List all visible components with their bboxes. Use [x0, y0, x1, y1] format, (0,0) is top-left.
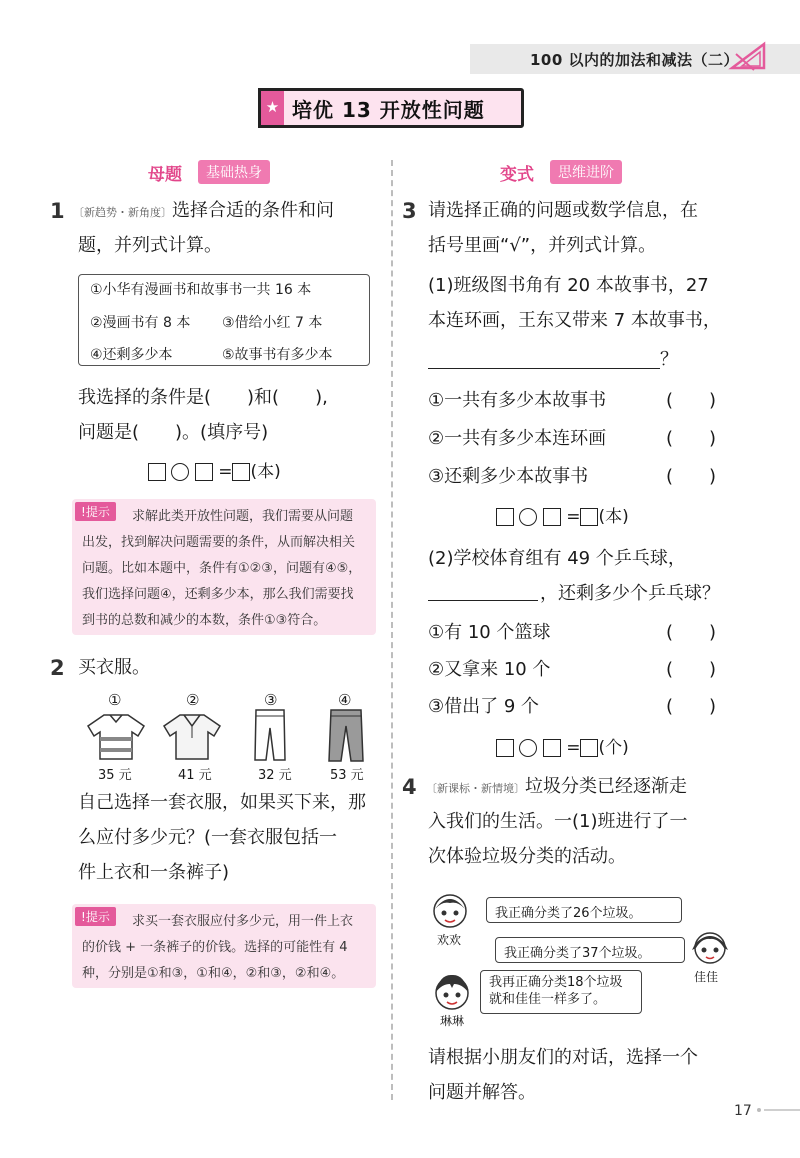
column-divider: [391, 160, 393, 1100]
girl-linlin-avatar: [432, 972, 472, 1012]
girl-jiajia-avatar: [692, 930, 728, 966]
condition-2: ②漫画书有 8 本: [90, 315, 191, 331]
q3-equation-1: = (本): [496, 502, 629, 527]
q1-tag: 〔新趋势・新角度〕: [73, 206, 172, 219]
section-head-left: 母题: [148, 165, 182, 185]
page-title: 培优 13 开放性问题: [292, 98, 485, 122]
q3-equation-2: = (个): [496, 733, 629, 758]
striped-shirt-icon: [86, 712, 146, 762]
chapter-title: 100 以内的加法和减法（二）: [530, 51, 740, 69]
blank-box[interactable]: [232, 463, 250, 481]
q3-unit-1: (本): [598, 507, 629, 527]
q2-text-line: 么应付多少元？(一套衣服包括一: [78, 827, 338, 848]
q4-ask-line: 请根据小朋友们的对话，选择一个: [428, 1047, 698, 1068]
page-number: 17: [734, 1103, 752, 1119]
exclamation-icon: !: [81, 910, 86, 924]
condition-5: ⑤故事书有多少本: [222, 347, 333, 363]
exclamation-icon: !: [81, 505, 86, 519]
clothing-label-1: ①: [108, 691, 122, 709]
tip2-line: 的价钱 + 一条裤子的价钱。选择的可能性有 4: [82, 940, 348, 955]
tip1-line: 求解此类开放性问题，我们需要从问题: [132, 509, 354, 524]
q2-title: 买衣服。: [78, 657, 150, 678]
tip1-line: 问题。比如本题中，条件有①②③，问题有④⑤，: [82, 561, 362, 576]
clothing-label-3: ③: [264, 691, 278, 709]
title-star-badge: [258, 88, 284, 128]
blank-box[interactable]: [543, 508, 561, 526]
page-line: [764, 1109, 800, 1111]
q1-answer-line1: 我选择的条件是( )和( ),: [78, 387, 328, 408]
q4-text-line1: [426, 769, 687, 806]
tip-badge-2: [75, 907, 116, 926]
question-number: 3: [402, 199, 417, 223]
star-icon: ★: [265, 98, 280, 116]
q1-text-line1: [73, 193, 334, 230]
answer-paren[interactable]: ( ): [666, 390, 717, 411]
section-head-right: 变式: [500, 165, 534, 185]
q3-answer-blank[interactable]: [428, 368, 660, 369]
blank-box[interactable]: [496, 508, 514, 526]
blank-box[interactable]: [580, 739, 598, 757]
q3-p2-blank[interactable]: [428, 600, 538, 601]
speech-bubble-3: [480, 970, 642, 1014]
q3-option-4: ①有 10 个篮球: [428, 622, 551, 643]
answer-paren[interactable]: ( ): [666, 696, 717, 717]
q3-question-mark: ？: [660, 349, 678, 370]
q4-text-line: 入我们的生活。一(1)班进行了一: [428, 811, 688, 832]
price-label-1: 35 元: [98, 768, 132, 783]
condition-3: ③借给小红 7 本: [222, 315, 323, 331]
operator-circle[interactable]: [171, 463, 189, 481]
q1-text-a: 选择合适的条件和问: [172, 200, 334, 221]
tip2-line: 种，分别是①和③，①和④，②和③，②和④。: [82, 966, 345, 981]
q1-unit: (本): [250, 462, 281, 482]
answer-paren[interactable]: ( ): [666, 622, 717, 643]
price-label-4: 53 元: [330, 768, 364, 783]
price-label-3: 32 元: [258, 768, 292, 783]
q4-text-a: 垃圾分类已经逐渐走: [525, 776, 687, 797]
bubble-3-line: 我再正确分类18个垃圾: [489, 975, 623, 990]
speech-bubble-2: 我正确分类了37个垃圾。: [495, 937, 685, 963]
tip1-line: 我们选择问题④，还剩多少本，那么我们需要找: [82, 587, 354, 602]
answer-paren[interactable]: ( ): [666, 659, 717, 680]
blank-box[interactable]: [195, 463, 213, 481]
name-huanhuan: 欢欢: [437, 933, 462, 947]
q4-ask-line: 问题并解答。: [428, 1082, 536, 1103]
q4-tag: 〔新课标・新情境〕: [426, 782, 525, 795]
q2-text-line: 自己选择一套衣服，如果买下来，那: [78, 792, 366, 813]
condition-1: ①小华有漫画书和故事书一共 16 本: [90, 282, 312, 298]
tip1-line: 到书的总数和减少的本数，条件①③符合。: [82, 613, 327, 628]
operator-circle[interactable]: [519, 508, 537, 526]
q1-answer-line2: 问题是( )。(填序号): [78, 422, 269, 443]
clothing-label-4: ④: [338, 691, 352, 709]
q3-p1-line: (1)班级图书角有 20 本故事书，27: [428, 275, 709, 296]
condition-4: ④还剩多少本: [90, 347, 173, 363]
name-linlin: 琳琳: [440, 1014, 465, 1028]
question-number: 2: [50, 656, 65, 680]
q3-intro-line: 括号里画“√”，并列式计算。: [428, 235, 657, 256]
q3-p2-line: (2)学校体育组有 49 个乒乓球，: [428, 548, 686, 569]
operator-circle[interactable]: [519, 739, 537, 757]
q3-p2-line: ，还剩多少个乒乓球？: [540, 583, 720, 604]
polo-shirt-icon: [162, 712, 222, 762]
q3-option-3: ③还剩多少本故事书: [428, 466, 589, 487]
speech-bubble-1: 我正确分类了26个垃圾。: [486, 897, 682, 923]
blank-box[interactable]: [543, 739, 561, 757]
question-number: 4: [402, 775, 417, 799]
q3-option-5: ②又拿来 10 个: [428, 659, 551, 680]
q2-text-line: 件上衣和一条裤子): [78, 862, 230, 883]
tip-badge-1: [75, 502, 116, 521]
tip1-line: 出发，找到解决问题需要的条件，从而解决相关: [82, 535, 356, 550]
q3-intro-line: 请选择正确的问题或数学信息，在: [428, 200, 698, 221]
bubble-3-line: 就和佳佳一样多了。: [489, 992, 607, 1007]
blank-box[interactable]: [580, 508, 598, 526]
q1-equation: = (本): [148, 457, 281, 482]
q1-text-line2: 题，并列式计算。: [78, 235, 222, 256]
question-number: 1: [50, 199, 65, 223]
clothing-label-2: ②: [186, 691, 200, 709]
price-label-2: 41 元: [178, 768, 212, 783]
section-tag-left: 基础热身: [198, 160, 270, 184]
tip-badge-label: 提示: [85, 910, 110, 924]
ruler-triangle-icon: [728, 40, 768, 72]
answer-paren[interactable]: ( ): [666, 466, 717, 487]
section-tag-right: 思维进阶: [550, 160, 622, 184]
answer-paren[interactable]: ( ): [666, 428, 717, 449]
q3-option-2: ②一共有多少本连环画: [428, 428, 607, 449]
q3-p1-line: 本连环画，王东又带来 7 本故事书，: [428, 310, 721, 331]
name-jiajia: 佳佳: [694, 970, 719, 984]
jogger-pants-icon: [252, 708, 288, 764]
tip-badge-label: 提示: [85, 505, 110, 519]
q3-unit-2: (个): [598, 738, 629, 758]
q4-text-line: 次体验垃圾分类的活动。: [428, 846, 626, 867]
q3-option-1: ①一共有多少本故事书: [428, 390, 607, 411]
tip2-line: 求买一套衣服应付多少元，用一件上衣: [132, 914, 354, 929]
jeans-icon: [326, 708, 366, 764]
page-dot: [757, 1108, 761, 1112]
q3-option-6: ③借出了 9 个: [428, 696, 540, 717]
blank-box[interactable]: [148, 463, 166, 481]
girl-huanhuan-avatar: [432, 893, 468, 929]
blank-box[interactable]: [496, 739, 514, 757]
